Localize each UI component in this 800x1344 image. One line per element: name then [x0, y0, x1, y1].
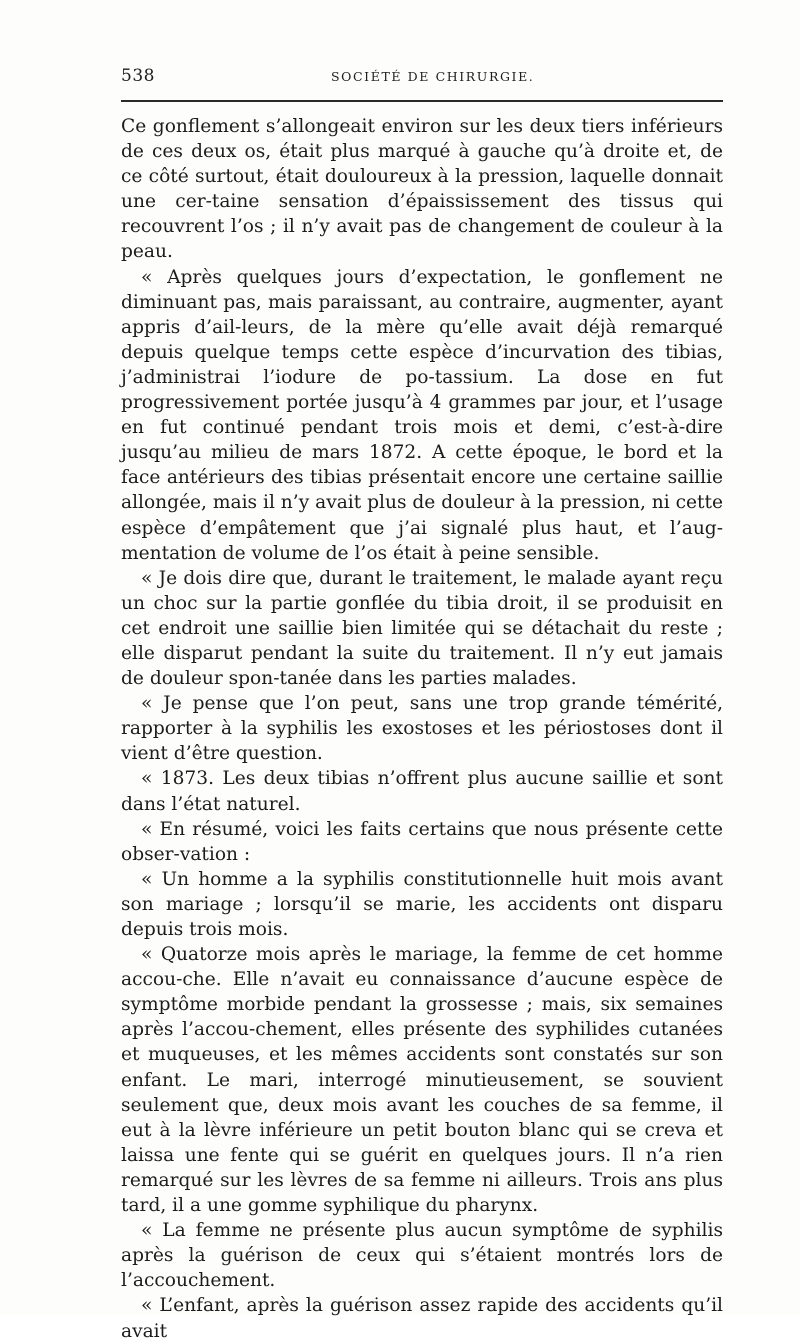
body-text	[121, 114, 723, 1344]
paragraph-7: « Un homme a la syphilis constitutionnelle huit mois avant son mariage ; lorsqu’il se marie, les accidents ont disparu depuis trois mois.	[121, 868, 723, 940]
paragraph-4: « Je pense que l’on peut, sans une trop grande témérité, rapporter à la syphilis les exostoses et les périostoses dont il vient d’être question.	[121, 693, 723, 765]
paragraph-3: « Je dois dire que, durant le traitement, le malade ayant reçu un choc sur la partie gonflée du tibia droit, il se produisit en cet endroit une saillie bien limitée qui se détachait du reste ; elle disparut pendant la suite du traitement. Il n’y eut jamais de douleur spon-tanée dans les parties malades.	[121, 567, 723, 690]
page-header	[121, 66, 723, 90]
page-number: 538	[121, 66, 155, 86]
paragraph-1: Ce gonflement s’allongeait environ sur les deux tiers inférieurs de ces deux os, était plus marqué à gauche qu’à droite et, de ce côté surtout, était douloureux à la pression, laquelle donnait une cer-taine sensation d’épaississement des tissus qui recouvrent l’os ; il n’y avait pas de changement de couleur à la peau.	[121, 116, 723, 263]
running-title: SOCIÉTÉ DE CHIRURGIE.	[331, 69, 535, 84]
header-rule	[121, 100, 723, 102]
paragraph-6: « En résumé, voici les faits certains que nous présente cette obser-vation :	[121, 818, 723, 865]
paragraph-8: « Quatorze mois après le mariage, la femme de cet homme accou-che. Elle n’avait eu connaissance d’aucune espèce de symptôme morbide pendant la grossesse ; mais, six semaines après l’accou-chement, elles présente des syphilides cutanées et muqueuses, et les mêmes accidents sont constatés sur son enfant. Le mari, interrogé minutieusement, se souvient seulement que, deux mois avant les couches de sa femme, il eut à la lèvre inférieure un petit bouton blanc qui se creva et laissa une fente qui se guérit en quelques jours. Il n’a rien remarqué sur les lèvres de sa femme ni ailleurs. Trois ans plus tard, il a une gomme syphilique du pharynx.	[121, 944, 723, 1217]
paragraph-10: « L’enfant, après la guérison assez rapide des accidents qu’il avait	[121, 1295, 723, 1342]
paragraph-2: « Après quelques jours d’expectation, le gonflement ne diminuant pas, mais paraissant, au contraire, augmenter, ayant appris d’ail-leurs, de la mère qu’elle avait déjà remarqué depuis quelque temps cette espèce d’incurvation des tibias, j’administrai l’iodure de po-tassium. La dose en fut progressivement portée jusqu’à 4 grammes par jour, et l’usage en fut continué pendant trois mois et demi, c’est-à-dire jusqu’au milieu de mars 1872. A cette époque, le bord et la face antérieurs des tibias présentait encore une certaine saillie allongée, mais il n’y avait plus de douleur à la pression, ni cette espèce d’empâtement que j’ai signalé plus haut, et l’aug-mentation de volume de l’os était à peine sensible.	[121, 266, 723, 564]
paragraph-5: « 1873. Les deux tibias n’offrent plus aucune saillie et sont dans l’état naturel.	[121, 768, 723, 815]
paragraph-9: « La femme ne présente plus aucun symptôme de syphilis après la guérison de ceux qui s’étaient montrés lors de l’accouchement.	[121, 1220, 723, 1292]
